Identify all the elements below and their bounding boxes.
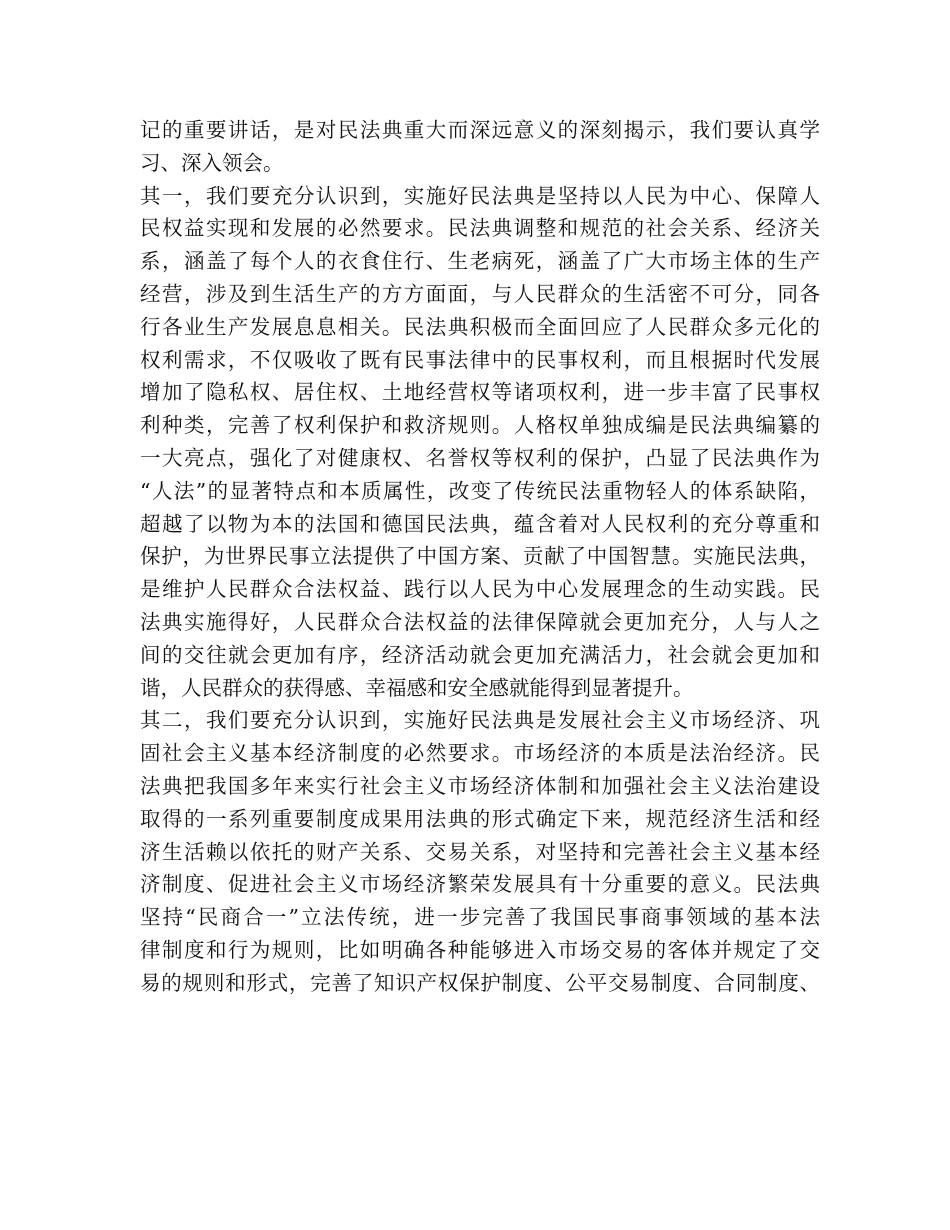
text-line: 间的交往就会更加有序，经济活动就会更加充满活力，社会就会更加和 xyxy=(140,642,820,667)
text-line: 经营，涉及到生活生产的方方面面，与人民群众的生活密不可分，同各 xyxy=(140,281,820,306)
text-line: 法典把我国多年来实行社会主义市场经济体制和加强社会主义法治建设 xyxy=(140,773,820,798)
text-line: 坚持“民商合一”立法传统，进一步完善了我国民事商事领域的基本法 xyxy=(140,905,820,930)
text-line: 济生活赖以依托的财产关系、交易关系，对坚持和完善社会主义基本经 xyxy=(140,839,820,864)
text-line: 其二，我们要充分认识到，实施好民法典是发展社会主义市场经济、巩 xyxy=(140,708,820,733)
text-line: 取得的一系列重要制度成果用法典的形式确定下来，规范经济生活和经 xyxy=(140,806,820,831)
text-line: 法典实施得好，人民群众合法权益的法律保障就会更加充分，人与人之 xyxy=(140,609,820,634)
text-line: 利种类，完善了权利保护和救济规则。人格权单独成编是民法典编纂的 xyxy=(140,413,820,438)
text-line: 增加了隐私权、居住权、土地经营权等诸项权利，进一步丰富了民事权 xyxy=(140,380,820,405)
text-line: 民权益实现和发展的必然要求。民法典调整和规范的社会关系、经济关 xyxy=(140,216,820,241)
text-line: 济制度、促进社会主义市场经济繁荣发展具有十分重要的意义。民法典 xyxy=(140,872,820,897)
text-line: 是维护人民群众合法权益、践行以人民为中心发展理念的生动实践。民 xyxy=(140,577,820,602)
text-line: 一大亮点，强化了对健康权、名誉权等权利的保护，凸显了民法典作为 xyxy=(140,445,820,470)
text-line: 权利需求，不仅吸收了既有民事法律中的民事权利，而且根据时代发展 xyxy=(140,347,820,372)
text-line: 超越了以物为本的法国和德国民法典，蕴含着对人民权利的充分尊重和 xyxy=(140,511,820,536)
text-line: 记的重要讲话，是对民法典重大而深远意义的深刻揭示，我们要认真学 xyxy=(140,118,820,142)
text-line: 系，涵盖了每个人的衣食住行、生老病死，涵盖了广大市场主体的生产 xyxy=(140,249,820,274)
text-line: 行各业生产发展息息相关。民法典积极而全面回应了人民群众多元化的 xyxy=(140,314,820,339)
document-body xyxy=(140,114,820,1000)
text-line: 谐，人民群众的获得感、幸福感和安全感就能得到显著提升。 xyxy=(140,675,694,700)
text-line: 易的规则和形式，完善了知识产权保护制度、公平交易制度、合同制度、 xyxy=(140,970,820,995)
text-line: 习、深入领会。 xyxy=(140,150,284,175)
text-line: “人法”的显著特点和本质属性，改变了传统民法重物轻人的体系缺陷， xyxy=(140,478,820,503)
text-line: 固社会主义基本经济制度的必然要求。市场经济的本质是法治经济。民 xyxy=(140,741,820,766)
text-line: 其一，我们要充分认识到，实施好民法典是坚持以人民为中心、保障人 xyxy=(140,183,820,208)
text-line: 保护，为世界民事立法提供了中国方案、贡献了中国智慧。实施民法典， xyxy=(140,544,820,569)
text-line: 律制度和行为规则，比如明确各种能够进入市场交易的客体并规定了交 xyxy=(140,937,820,962)
